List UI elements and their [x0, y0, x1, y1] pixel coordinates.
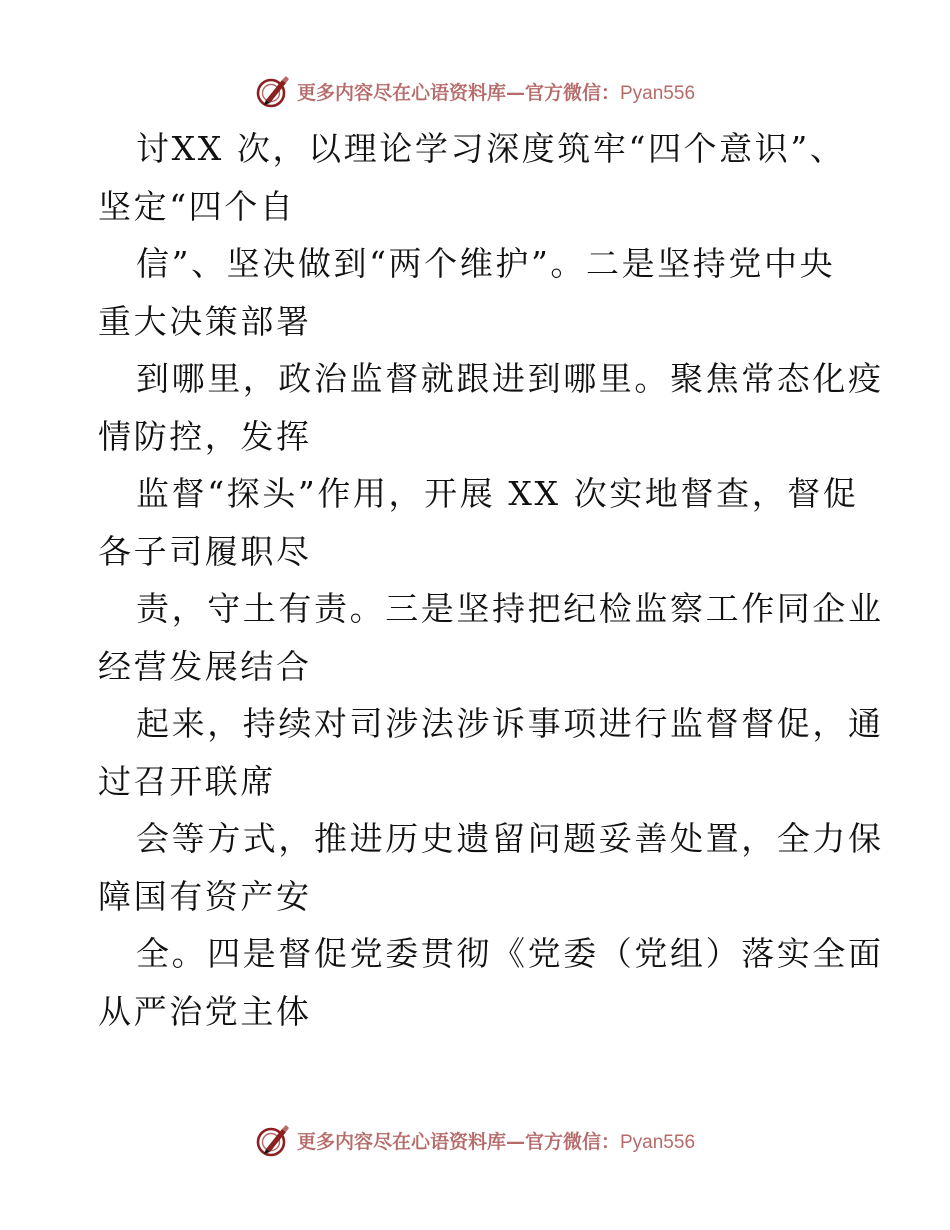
body-line: 过召开联席	[98, 761, 276, 801]
footer-banner-cn: 更多内容尽在心语资料库—官方微信：	[296, 1130, 620, 1153]
body-line: 信”、坚决做到“两个维护”。二是坚持党中央	[136, 244, 836, 283]
body-line: 经营发展结合	[98, 646, 312, 686]
footer-banner-wechat-id: Pyan556	[620, 1131, 696, 1153]
header-banner-content	[255, 73, 695, 109]
header-banner-wechat-id: Pyan556	[620, 82, 696, 104]
body-line: 障国有资产安	[98, 876, 312, 916]
header-banner	[0, 71, 950, 111]
body-line: 从严治党主体	[98, 991, 312, 1031]
body-line: 监督“探头”作用，开展 XX 次实地督查，督促	[136, 474, 859, 513]
body-line: 到哪里，政治监督就跟进到哪里。聚焦常态化疫	[136, 359, 884, 398]
body-line: 各子司履职尽	[98, 531, 312, 571]
footer-banner	[0, 1120, 950, 1160]
body-line: 会等方式，推进历史遗留问题妥善处置，全力保	[136, 819, 884, 858]
body-line: 责，守土有责。三是坚持把纪检监察工作同企业	[136, 589, 884, 628]
pen-logo-icon	[255, 1122, 291, 1158]
header-banner-cn: 更多内容尽在心语资料库—官方微信：	[296, 81, 620, 104]
pen-logo-icon	[255, 73, 291, 109]
body-line: 坚定“四个自	[98, 186, 296, 226]
footer-banner-text	[297, 1127, 695, 1154]
body-text	[98, 120, 884, 1040]
header-banner-text	[297, 78, 695, 105]
body-line: 重大决策部署	[98, 301, 312, 341]
body-line: 起来，持续对司涉法涉诉事项进行监督督促，通	[136, 704, 884, 743]
footer-banner-content	[255, 1122, 695, 1158]
body-line: 全。四是督促党委贯彻《党委（党组）落实全面	[136, 934, 884, 973]
body-line: 情防控，发挥	[98, 416, 312, 456]
body-line: 讨XX 次，以理论学习深度筑牢“四个意识”、	[136, 129, 846, 168]
